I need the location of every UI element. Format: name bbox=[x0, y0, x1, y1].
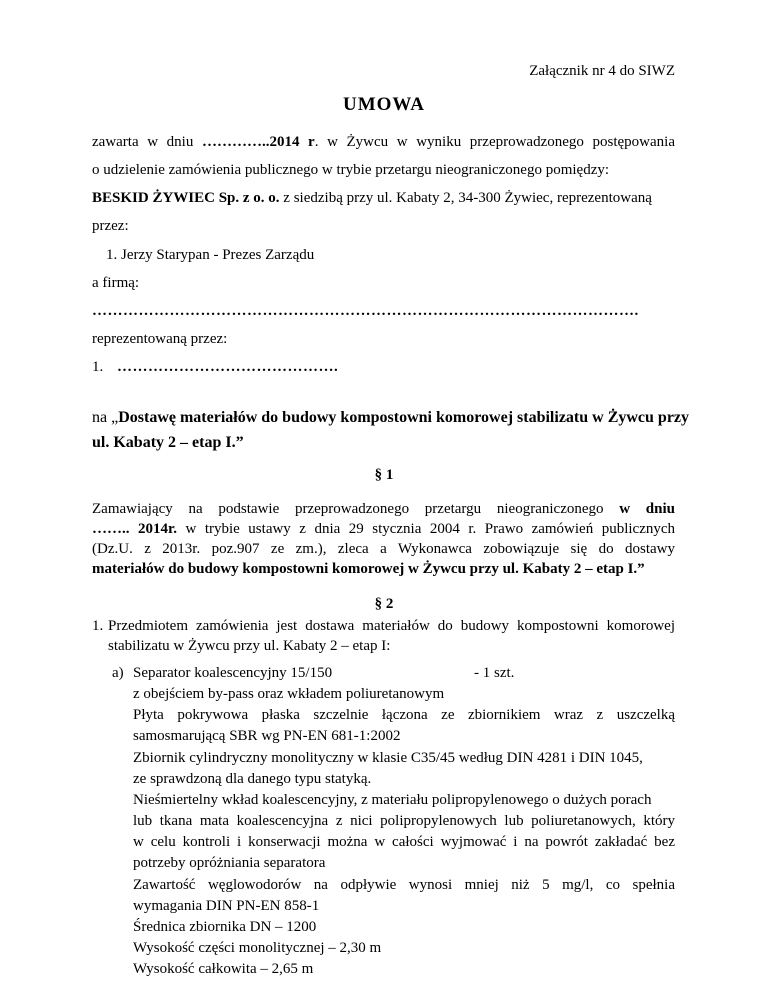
attachment-label: Załącznik nr 4 do SIWZ bbox=[529, 63, 675, 79]
section-1-text: Zamawiający na podstawie przeprowadzonego przetargu nieograniczonego bbox=[92, 501, 604, 517]
spec-line: wymagania DIN PN-EN 858-1 bbox=[133, 898, 320, 914]
section-2-line-2: stabilizatu w Żywcu przy ul. Kabaty 2 – etap I: bbox=[108, 638, 391, 654]
spec-line: z obejściem by-pass oraz wkładem poliuretanowym bbox=[133, 686, 445, 702]
subject-line-2: ul. Kabaty 2 – etap I.” bbox=[92, 434, 244, 451]
spec-line: Wysokość całkowita – 2,65 m bbox=[133, 961, 314, 977]
section-1-line-1 bbox=[92, 500, 675, 518]
list-number: 1. bbox=[92, 359, 104, 375]
section-1-date: …….. 2014r. bbox=[92, 521, 178, 537]
spec-line: Zawartość węglowodorów na odpływie wynosi mniej niż 5 mg/l, co spełnia bbox=[133, 877, 675, 893]
spec-line: ze sprawdzoną dla danego typu statyką. bbox=[133, 771, 372, 787]
document-title: UMOWA bbox=[342, 94, 426, 115]
spec-line: Wysokość części monolitycznej – 2,30 m bbox=[133, 940, 382, 956]
spec-line: potrzeby opróżniania separatora bbox=[133, 855, 326, 871]
subject-title: Dostawę materiałów do budowy kompostowni komorowej stabilizatu w Żywcu przy bbox=[118, 409, 690, 426]
company-address: z siedzibą przy ul. Kabaty 2, 34-300 Żywiec, reprezentowaną bbox=[279, 190, 652, 206]
section-2-line-1: Przedmiotem zamówienia jest dostawa materiałów do budowy kompostowni komorowej bbox=[108, 618, 675, 634]
company-name: BESKID ŻYWIEC Sp. z o. o. bbox=[92, 190, 280, 206]
section-1-date-label: w dniu bbox=[619, 501, 676, 517]
intro-line-3 bbox=[92, 189, 675, 207]
spec-line: Średnica zbiornika DN – 1200 bbox=[133, 919, 317, 935]
spec-line: Zbiornik cylindryczny monolityczny w klasie C35/45 według DIN 4281 i DIN 1045, bbox=[133, 750, 643, 766]
spec-line: samosmarującą SBR wg PN-EN 681-1:2002 bbox=[133, 728, 401, 744]
intro-line-2: o udzielenie zamówienia publicznego w trybie przetargu nieograniczonego pomiędzy: bbox=[92, 162, 610, 178]
spec-line: Płyta pokrywowa płaska szczelnie łączona ze zbiornikiem wraz z uszczelką bbox=[133, 707, 675, 723]
section-1-text: w trybie ustawy z dnia 29 stycznia 2004 r. Prawo zamówień publicznych bbox=[177, 521, 676, 537]
item-a-name: Separator koalescencyjny 15/150 bbox=[133, 665, 333, 681]
intro-text: . w Żywcu w wyniku przeprowadzonego postępowania bbox=[314, 134, 675, 150]
section-1-line-4: materiałów do budowy kompostowni komorowej w Żywcu przy ul. Kabaty 2 – etap I.” bbox=[92, 561, 645, 577]
spec-line: Nieśmiertelny wkład koalescencyjny, z materiału polipropylenowego o dużych porach bbox=[133, 792, 652, 808]
contractor-representative bbox=[92, 358, 338, 376]
representative-1: 1. Jerzy Starypan - Prezes Zarządu bbox=[106, 247, 315, 263]
contract-date: …………..2014 r bbox=[201, 134, 315, 150]
item-a-label: a) bbox=[112, 665, 124, 681]
subject-prefix: na „ bbox=[92, 409, 119, 426]
spec-line: w celu kontroli i konserwacji można w całości wyjmować i na powrót zakładać bez bbox=[133, 834, 675, 850]
section-2-heading: § 2 bbox=[374, 596, 394, 612]
section-1-line-2 bbox=[92, 520, 675, 538]
intro-line-1 bbox=[92, 133, 675, 151]
spec-line: lub tkana mata koalescencyjna z nici polipropylenowych lub poliuretanowych, który bbox=[133, 813, 675, 829]
firm-name-placeholder: ……………………………………………………………………………………………. bbox=[92, 303, 639, 319]
subject-line-1 bbox=[92, 408, 689, 427]
section-1-heading: § 1 bbox=[374, 467, 394, 483]
intro-text: zawarta w dniu bbox=[92, 134, 194, 150]
section-2-point-number: 1. bbox=[92, 618, 104, 634]
section-1-line-3: (Dz.U. z 2013r. poz.907 ze zm.), zleca a Wykonawca zobowiązuje się do dostawy bbox=[92, 541, 675, 557]
intro-line-4: przez: bbox=[92, 218, 129, 234]
item-a-quantity: - 1 szt. bbox=[474, 665, 515, 681]
represented-by-label: reprezentowaną przez: bbox=[92, 331, 228, 347]
representative-placeholder: ……………………………………. bbox=[117, 359, 339, 375]
firm-label: a firmą: bbox=[92, 275, 140, 291]
